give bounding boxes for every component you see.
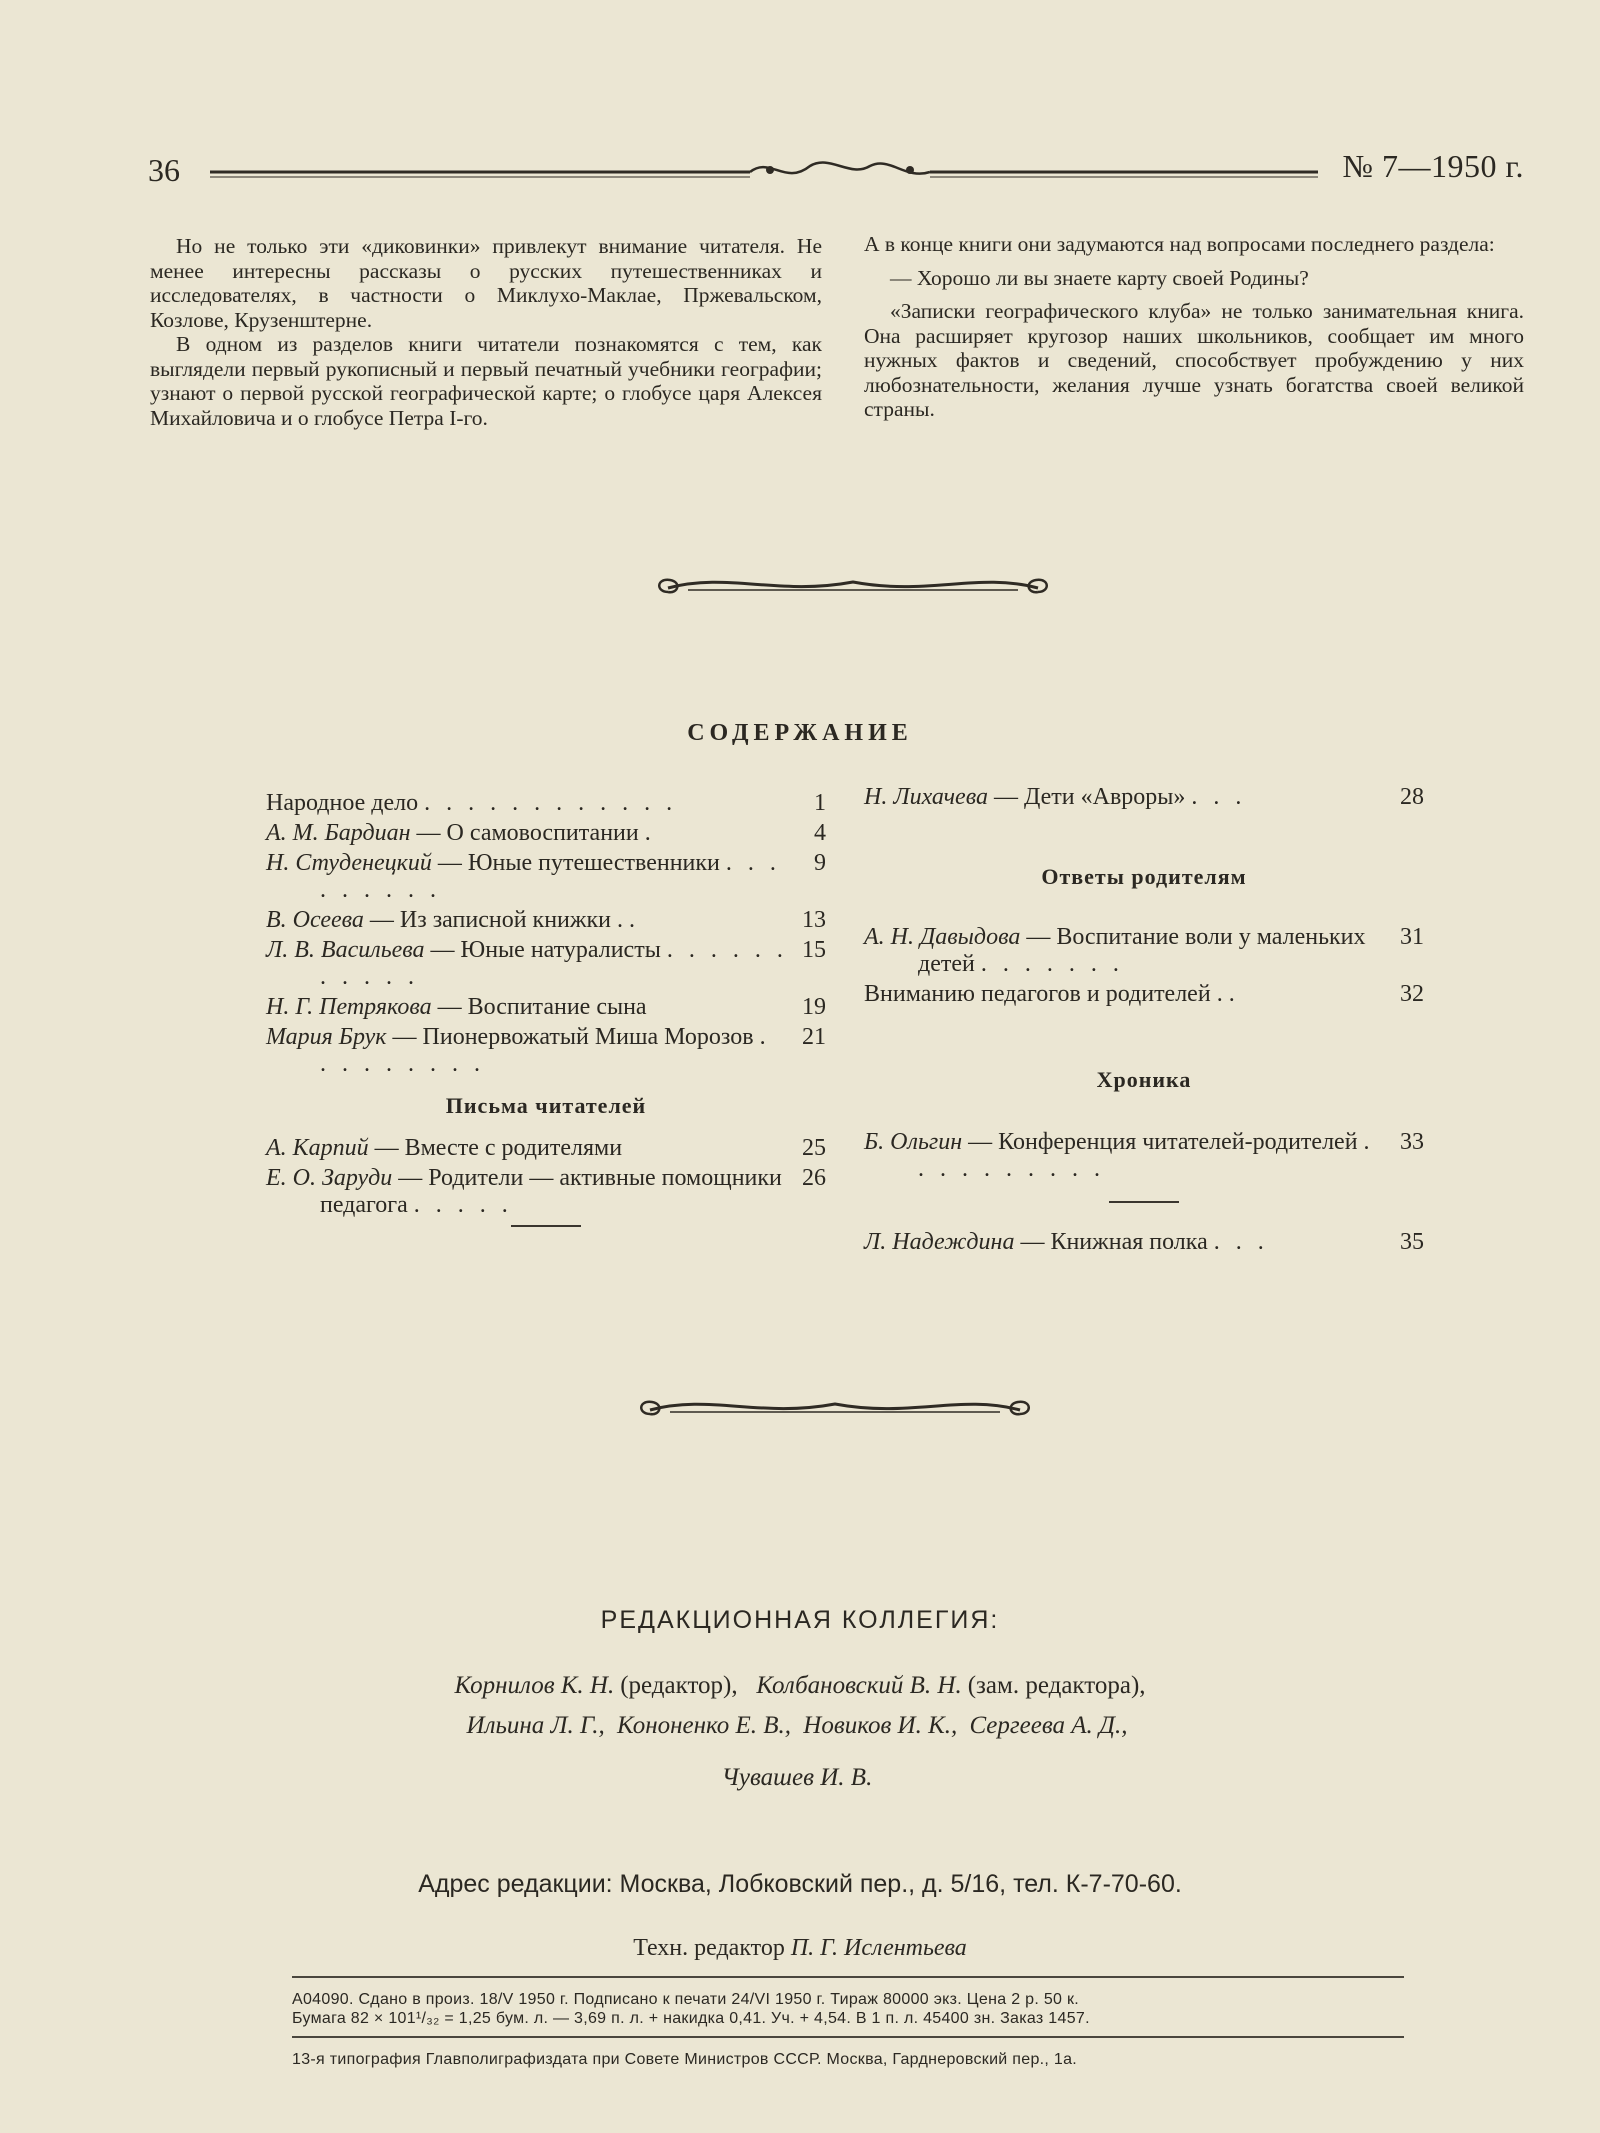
- imprint-line: А04090. Сдано в произ. 18/V 1950 г. Подписано к печати 24/VI 1950 г. Тираж 80000 экз. Цена 2 р. 50 к.: [292, 1991, 1080, 2008]
- toc-entry: А. Карпий — Вместе с родителями 25: [266, 1135, 826, 1161]
- header-ornamental-rule: [210, 150, 1320, 190]
- imprint-rule: [292, 2036, 1404, 2038]
- editorial-board-line: [0, 1764, 1600, 1792]
- toc-entry-author: Б. Ольгин: [864, 1129, 963, 1155]
- toc-entry: Народное дело . . . . . . . . . . . . 1: [266, 790, 826, 816]
- article-paragraph: А в конце книги они задумаются над вопросами последнего раздела:: [864, 232, 1495, 256]
- board-role: (редактор),: [620, 1672, 738, 1699]
- editorial-board-title: РЕДАКЦИОННАЯ КОЛЛЕГИЯ:: [600, 1606, 1000, 1634]
- toc-entry-author: Н. Лихачева: [864, 784, 988, 810]
- toc-entry: Б. Ольгин — Конференция читателей-родителей . . . . . . . . . . 33: [864, 1129, 1424, 1182]
- board-member: Корнилов К. Н.: [454, 1672, 615, 1699]
- toc-entry-title: О самовоспитании: [446, 820, 639, 846]
- toc-entry-title: Воспитание воли у маленьких детей: [918, 924, 1366, 977]
- toc-entry-title: Народное дело: [266, 790, 419, 816]
- board-member: Ильина Л. Г.,: [466, 1712, 605, 1739]
- toc-entry: Л. В. Васильева — Юные натуралисты . . . . . . . . . . . 15: [266, 937, 826, 990]
- toc-entry-title: Родители — активные помощники педагога: [320, 1165, 782, 1218]
- section-end-rule: [1109, 1201, 1179, 1203]
- technical-editor-label: Техн. редактор: [633, 1935, 785, 1961]
- toc-entry-page: 28: [1400, 784, 1424, 810]
- ornament-divider: [630, 1388, 1040, 1428]
- toc-entry-title: Из записной книжки: [399, 907, 611, 933]
- toc-entry: Н. Г. Петрякова — Воспитание сына 19: [266, 994, 826, 1020]
- contents-column-right: [864, 784, 1424, 1259]
- toc-entry-page: 1: [814, 790, 826, 816]
- toc-entry: Н. Лихачева — Дети «Авроры» . . . 28: [864, 784, 1424, 810]
- imprint-printer: 13-я типография Главполиграфиздата при Совете Министров СССР. Москва, Гарднеровский пер., 1а.: [292, 2051, 1078, 2068]
- toc-entry: Л. Надеждина — Книжная полка . . . 35: [864, 1229, 1424, 1255]
- contents-title: СОДЕРЖАНИЕ: [687, 720, 913, 746]
- technical-editor: [0, 1935, 1600, 1962]
- toc-entry-page: 19: [802, 994, 826, 1020]
- toc-entry-title: Вместе с родителями: [404, 1135, 623, 1161]
- toc-entry-author: Н. Студенецкий: [266, 850, 432, 876]
- section-heading-chronicle: Хроника: [1096, 1067, 1192, 1092]
- section-end-rule: [511, 1225, 581, 1227]
- toc-entry-page: 25: [802, 1135, 826, 1161]
- toc-entry-author: А. М. Бардиан: [266, 820, 411, 846]
- toc-entry-page: 9: [814, 850, 826, 876]
- page-number: 36: [148, 152, 180, 188]
- board-member: Кононенко Е. В.,: [617, 1712, 792, 1739]
- toc-entry: Мария Брук — Пионервожатый Миша Морозов . . . . . . . . . 21: [266, 1024, 826, 1077]
- toc-entry-page: 4: [814, 820, 826, 846]
- article-column-right: [864, 232, 1524, 422]
- ornament-divider: [648, 566, 1058, 606]
- editorial-address: Адрес редакции: Москва, Лобковский пер., д. 5/16, тел. К-7-70-60.: [418, 1870, 1182, 1898]
- toc-entry-author: Л. В. Васильева: [266, 937, 425, 963]
- toc-entry-page: 21: [802, 1024, 826, 1050]
- toc-entry-title: Книжная полка: [1050, 1229, 1208, 1255]
- toc-entry-page: 31: [1400, 924, 1424, 950]
- toc-entry: В. Осеева — Из записной книжки . . 13: [266, 907, 826, 933]
- toc-entry-title: Юные натуралисты: [460, 937, 661, 963]
- toc-entry-title: Дети «Авроры»: [1023, 784, 1186, 810]
- article-paragraph: В одном из разделов книги читатели познакомятся с тем, как выглядели первый рукописный и первый печатный учебники географии; узнают о первой русской географической карте; о глобусе царя Алексея Михайловича и о глобусе Петра I-го.: [150, 332, 822, 430]
- toc-entry-author: В. Осеева: [266, 907, 364, 933]
- toc-entry-title: Конференция читателей-родителей: [998, 1129, 1358, 1155]
- toc-entry-page: 32: [1400, 981, 1424, 1007]
- imprint-rule: [292, 1976, 1404, 1978]
- toc-entry-page: 35: [1400, 1229, 1424, 1255]
- toc-entry-page: 33: [1400, 1129, 1424, 1155]
- board-role: (зам. редактора),: [967, 1672, 1146, 1699]
- toc-entry-title: Юные путешественники: [467, 850, 720, 876]
- toc-entry-author: Мария Брук: [266, 1024, 387, 1050]
- toc-entry-page: 15: [802, 937, 826, 963]
- toc-entry-author: Л. Надеждина: [864, 1229, 1015, 1255]
- editorial-board-line: [0, 1712, 1600, 1740]
- board-member: Сергеева А. Д.,: [969, 1712, 1128, 1739]
- editorial-board-line: [0, 1672, 1600, 1700]
- toc-entry: Н. Студенецкий — Юные путешественники . . . . . . . . . 9: [266, 850, 826, 903]
- imprint-line: Бумага 82 × 101¹/₃₂ = 1,25 бум. л. — 3,69 п. л. + накидка 0,41. Уч. + 4,54. В 1 п. л. 45400 зн. Заказ 1457.: [292, 2010, 1090, 2027]
- section-heading-letters: Письма читателей: [445, 1093, 647, 1118]
- toc-entry-title: Воспитание сына: [467, 994, 647, 1020]
- article-paragraph: — Хорошо ли вы знаете карту своей Родины?: [890, 265, 1309, 290]
- technical-editor-name: П. Г. Ислентьева: [790, 1935, 967, 1961]
- toc-entry-author: Е. О. Заруди: [266, 1165, 393, 1191]
- toc-entry-author: А. Н. Давыдова: [864, 924, 1021, 950]
- section-heading-parents: Ответы родителям: [1041, 864, 1247, 889]
- toc-entry-page: 13: [802, 907, 826, 933]
- toc-entry-author: А. Карпий: [266, 1135, 369, 1161]
- toc-entry: А. Н. Давыдова — Воспитание воли у маленьких детей . . . . . . . 31: [864, 924, 1424, 977]
- toc-entry: Е. О. Заруди — Родители — активные помощники педагога . . . . . 26: [266, 1165, 826, 1218]
- board-member: Чувашев И. В.: [721, 1764, 873, 1791]
- board-member: Колбановский В. Н.: [756, 1672, 962, 1699]
- toc-entry: А. М. Бардиан — О самовоспитании . 4: [266, 820, 826, 846]
- toc-entry-page: 26: [802, 1165, 826, 1191]
- board-member: Новиков И. К.,: [803, 1712, 958, 1739]
- article-paragraph: «Записки географического клуба» не только занимательная книга. Она расширяет кругозор наших школьников, сообщает им много нужных фактов и сведений, способствует пробуждению у них любознательности, желания лучше узнать богатства своей великой страны.: [864, 299, 1524, 421]
- toc-entry-title: Вниманию педагогов и родителей: [864, 981, 1211, 1007]
- issue-number: № 7—1950 г.: [1342, 148, 1524, 184]
- toc-entry-author: Н. Г. Петрякова: [266, 994, 432, 1020]
- toc-entry-title: Пионервожатый Миша Морозов: [422, 1024, 754, 1050]
- contents-column-left: [266, 790, 826, 1227]
- toc-entry: Вниманию педагогов и родителей . . 32: [864, 981, 1424, 1007]
- article-paragraph: Но не только эти «диковинки» привлекут внимание читателя. Не менее интересны рассказы о русских путешественниках и исследователях, в частности о Миклухо-Маклае, Пржевальском, Козлове, Крузенштерне.: [150, 234, 822, 332]
- article-column-left: [150, 234, 822, 430]
